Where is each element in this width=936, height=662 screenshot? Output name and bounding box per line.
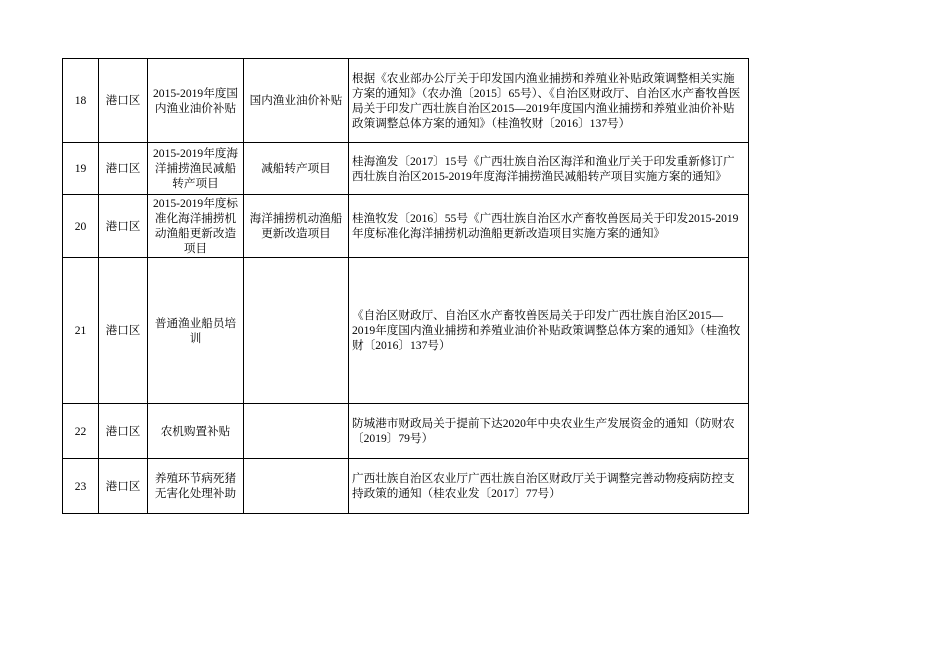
district-cell: 港口区 <box>99 143 148 195</box>
table-row <box>63 195 749 258</box>
table-row <box>63 258 749 404</box>
subproject-cell: 减船转产项目 <box>244 143 349 195</box>
subproject-cell <box>244 459 349 514</box>
project-name-cell: 2015-2019年度标准化海洋捕捞机动渔船更新改造项目 <box>148 195 244 258</box>
policy-basis-cell: 根据《农业部办公厅关于印发国内渔业捕捞和养殖业补贴政策调整相关实施方案的通知》（农办渔〔2015〕65号）、《自治区财政厅、自治区水产畜牧兽医局关于印发广西壮族自治区2015—2019年度国内渔业捕捞和养殖业油价补贴政策调整总体方案的通知》（桂渔牧财〔2016〕137号） <box>349 59 749 143</box>
subsidy-policy-table <box>62 58 749 514</box>
district-cell: 港口区 <box>99 59 148 143</box>
subproject-cell: 海洋捕捞机动渔船更新改造项目 <box>244 195 349 258</box>
row-number-cell: 21 <box>63 258 99 404</box>
policy-basis-cell: 《自治区财政厅、自治区水产畜牧兽医局关于印发广西壮族自治区2015—2019年度国内渔业捕捞和养殖业油价补贴政策调整总体方案的通知》（桂渔牧财〔2016〕137号） <box>349 258 749 404</box>
row-number-cell: 19 <box>63 143 99 195</box>
district-cell: 港口区 <box>99 404 148 459</box>
project-name-cell: 2015-2019年度国内渔业油价补贴 <box>148 59 244 143</box>
subproject-cell <box>244 258 349 404</box>
table-row <box>63 59 749 143</box>
project-name-cell: 农机购置补贴 <box>148 404 244 459</box>
table-row <box>63 459 749 514</box>
policy-basis-cell: 桂渔牧发〔2016〕55号《广西壮族自治区水产畜牧兽医局关于印发2015-2019年度标准化海洋捕捞机动渔船更新改造项目实施方案的通知》 <box>349 195 749 258</box>
table-row <box>63 404 749 459</box>
row-number-cell: 18 <box>63 59 99 143</box>
subproject-cell: 国内渔业油价补贴 <box>244 59 349 143</box>
district-cell: 港口区 <box>99 459 148 514</box>
project-name-cell: 2015-2019年度海洋捕捞渔民减船转产项目 <box>148 143 244 195</box>
policy-basis-cell: 桂海渔发〔2017〕15号《广西壮族自治区海洋和渔业厅关于印发重新修订广西壮族自治区2015-2019年度海洋捕捞渔民减船转产项目实施方案的通知》 <box>349 143 749 195</box>
row-number-cell: 20 <box>63 195 99 258</box>
project-name-cell: 普通渔业船员培训 <box>148 258 244 404</box>
table-row <box>63 143 749 195</box>
subproject-cell <box>244 404 349 459</box>
policy-basis-cell: 广西壮族自治区农业厅广西壮族自治区财政厅关于调整完善动物疫病防控支持政策的通知（桂农业发〔2017〕77号） <box>349 459 749 514</box>
district-cell: 港口区 <box>99 195 148 258</box>
row-number-cell: 23 <box>63 459 99 514</box>
project-name-cell: 养殖环节病死猪无害化处理补助 <box>148 459 244 514</box>
policy-basis-cell: 防城港市财政局关于提前下达2020年中央农业生产发展资金的通知（防财农〔2019〕79号） <box>349 404 749 459</box>
district-cell: 港口区 <box>99 258 148 404</box>
row-number-cell: 22 <box>63 404 99 459</box>
